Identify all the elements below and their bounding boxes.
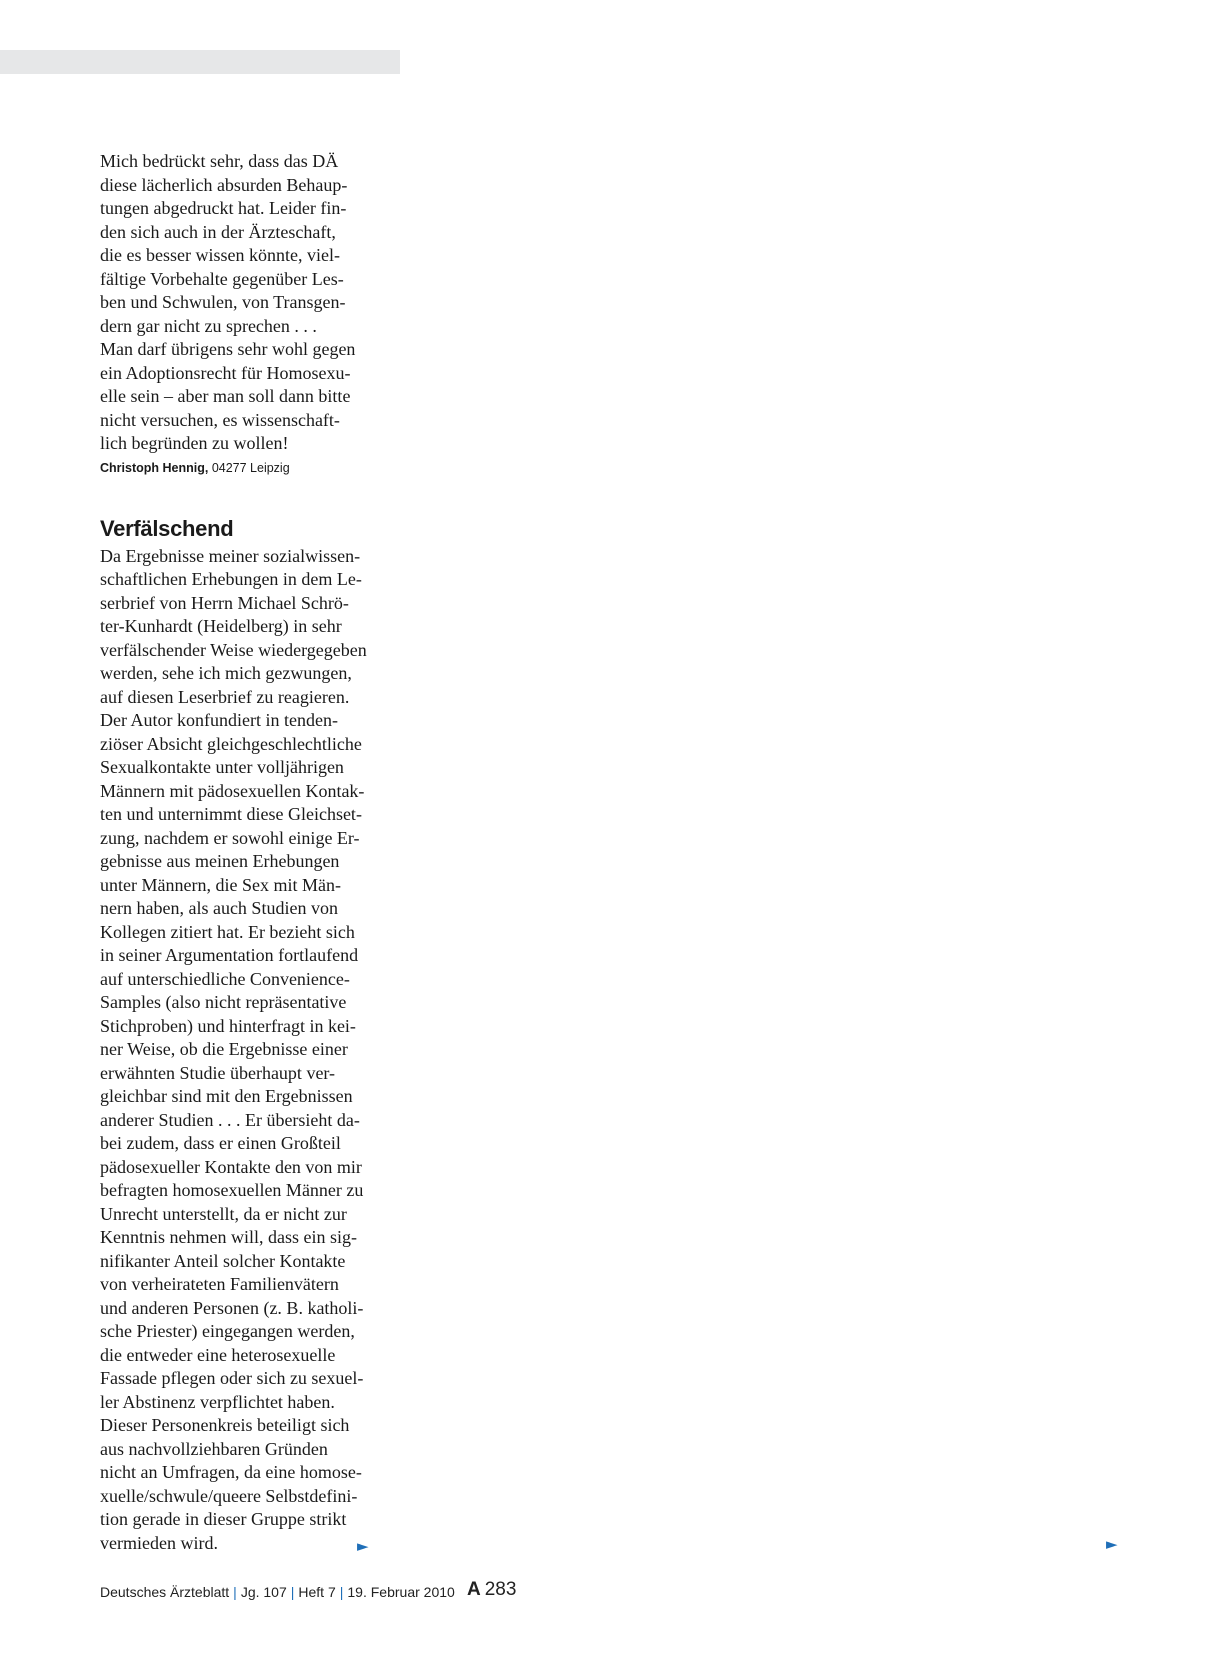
journal-name: Deutsches Ärzteblatt — [100, 1584, 230, 1600]
text-line: Dieser Personenkreis beteiligt sich — [100, 1415, 350, 1435]
text-line: nern haben, als auch Studien von — [100, 898, 338, 918]
text-line: ter-Kunhardt (Heidelberg) in sehr — [100, 616, 342, 636]
header-bar — [0, 50, 400, 74]
text-line: verfälschender Weise wiedergegeben — [100, 639, 367, 660]
continue-arrow-icon: ► — [357, 1537, 369, 1555]
text-line: bei zudem, dass er einen Großteil — [100, 1133, 341, 1153]
signature-place: 04277 Leipzig — [211, 460, 290, 475]
text-line: dern gar nicht zu sprechen . . . — [100, 315, 317, 336]
text-line: lich begründen zu wollen! — [100, 433, 289, 453]
page-number-value: 283 — [484, 1579, 517, 1600]
page-footer — [100, 1582, 455, 1602]
text-line: Kenntnis nehmen will, dass ein sig- — [100, 1227, 357, 1247]
text-line: auf unterschiedliche Convenience- — [100, 968, 350, 989]
text-line: nicht an Umfragen, da eine homose- — [100, 1462, 362, 1482]
text-line: Man darf übrigens sehr wohl gegen — [100, 339, 356, 359]
text-line: und anderen Personen (z. B. katholi- — [100, 1297, 364, 1318]
letter-1-signature — [100, 459, 380, 477]
journal-volume: Jg. 107 — [240, 1584, 287, 1600]
text-line: erwähnten Studie überhaupt ver- — [100, 1062, 336, 1083]
text-line: Mich bedrückt sehr, dass das DÄ — [100, 151, 339, 171]
page-prefix: A — [467, 1579, 481, 1600]
text-line: Männern mit pädosexuellen Kontak- — [100, 780, 365, 801]
text-line: schaftlichen Erhebungen in dem Le- — [100, 569, 362, 589]
footer-separator: | — [290, 1584, 295, 1600]
text-line: ten und unternimmt diese Gleichset- — [100, 804, 362, 824]
signature-name: Christoph Hennig, — [100, 460, 209, 475]
text-line: Unrecht unterstellt, da er nicht zur — [100, 1203, 347, 1224]
text-line: fältige Vorbehalte gegenüber Les- — [100, 268, 344, 289]
text-line: werden, sehe ich mich gezwungen, — [100, 663, 352, 683]
text-line: ner Weise, ob die Ergebnisse einer — [100, 1039, 348, 1059]
text-line: serbrief von Herrn Michael Schrö- — [100, 592, 349, 613]
text-line: xuelle/schwule/queere Selbstdefini- — [100, 1485, 358, 1506]
text-line: ziöser Absicht gleichgeschlechtliche — [100, 733, 362, 754]
continue-arrow-icon: ► — [1106, 1535, 1118, 1553]
text-line: gebnisse aus meinen Erhebungen — [100, 851, 340, 871]
page-number — [467, 1578, 516, 1602]
text-line: ein Adoptionsrecht für Homosexu- — [100, 362, 351, 383]
letter-2 — [100, 515, 380, 1556]
text-line: Da Ergebnisse meiner sozialwissen- — [100, 545, 361, 566]
text-line: in seiner Argumentation fortlaufend — [100, 945, 359, 965]
footer-separator: | — [339, 1584, 344, 1600]
text-line: von verheirateten Familienvätern — [100, 1274, 339, 1294]
text-line: auf diesen Leserbrief zu reagieren. — [100, 686, 350, 707]
text-line: befragten homosexuellen Männer zu — [100, 1180, 364, 1200]
text-line: pädosexueller Kontakte den von mir — [100, 1156, 362, 1177]
text-line: unter Männern, die Sex mit Män- — [100, 874, 341, 895]
text-line: Samples (also nicht repräsentative — [100, 992, 347, 1012]
text-line: den sich auch in der Ärzteschaft, — [100, 221, 336, 242]
letter-2-body — [100, 545, 380, 1556]
text-line: tungen abgedruckt hat. Leider fin- — [100, 198, 347, 218]
text-line: ben und Schwulen, von Transgen- — [100, 292, 346, 312]
letters-column — [100, 150, 380, 1555]
text-line: tion gerade in dieser Gruppe strikt — [100, 1509, 347, 1529]
text-line: gleichbar sind mit den Ergebnissen — [100, 1086, 353, 1106]
text-line: Sexualkontakte unter volljährigen — [100, 757, 344, 777]
journal-issue: Heft 7 — [298, 1584, 336, 1600]
text-line: nifikanter Anteil solcher Kontakte — [100, 1250, 346, 1271]
text-line: zung, nachdem er sowohl einige Er- — [100, 827, 360, 848]
text-line: vermieden wird. — [100, 1532, 218, 1553]
letter-1 — [100, 150, 380, 477]
text-line: diese lächerlich absurden Behaup- — [100, 174, 348, 195]
text-line: ler Abstinenz verpflichtet haben. — [100, 1391, 335, 1412]
letter-2-heading: Verfälschend — [100, 515, 234, 541]
text-line: Der Autor konfundiert in tenden- — [100, 710, 338, 730]
text-line: aus nachvollziehbaren Gründen — [100, 1438, 328, 1459]
text-line: anderer Studien . . . Er übersieht da- — [100, 1109, 360, 1130]
text-line: nicht versuchen, es wissenschaft- — [100, 409, 340, 430]
issue-date: 19. Februar 2010 — [347, 1584, 455, 1600]
text-line: die entweder eine heterosexuelle — [100, 1344, 336, 1365]
footer-separator: | — [233, 1584, 237, 1600]
text-line: Fassade pflegen oder sich zu sexuel- — [100, 1368, 364, 1388]
text-line: die es besser wissen könnte, viel- — [100, 245, 340, 265]
text-line: elle sein – aber man soll dann bitte — [100, 386, 351, 406]
text-line: sche Priester) eingegangen werden, — [100, 1321, 355, 1341]
text-line: Kollegen zitiert hat. Er bezieht sich — [100, 921, 355, 942]
text-line: Stichproben) und hinterfragt in kei- — [100, 1015, 356, 1036]
letter-1-body — [100, 150, 380, 456]
